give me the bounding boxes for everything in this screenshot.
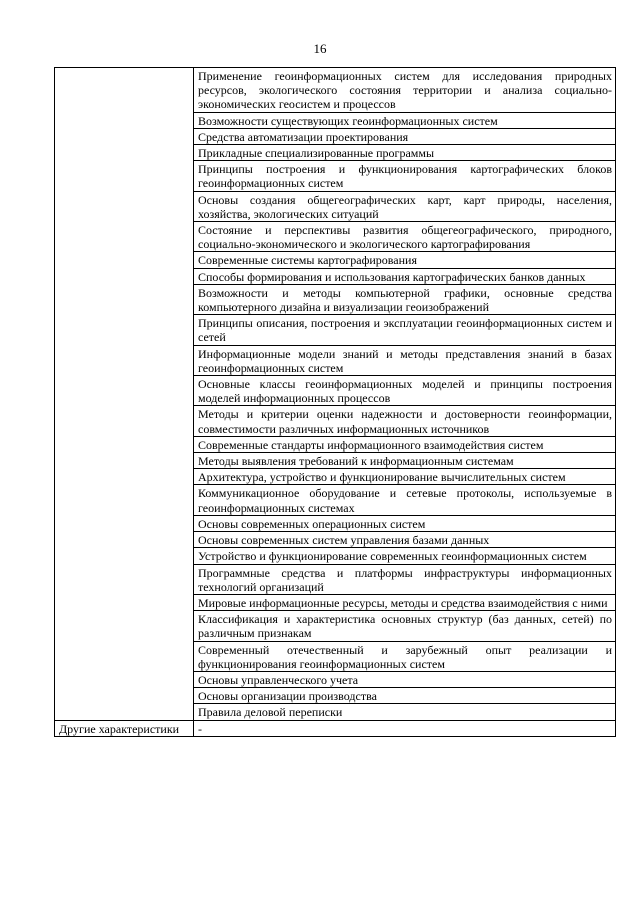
requirement-cell: Коммуникационное оборудование и сетевые протоколы, используемые в геоинформационных системах [194,485,616,515]
other-characteristics-label: Другие характеристики [55,720,194,736]
requirement-cell: Мировые информационные ресурсы, методы и средства взаимодействия с ними [194,594,616,610]
page-number: 16 [313,41,327,56]
requirement-cell: Программные средства и платформы инфраструктуры информационных технологий организаций [194,564,616,594]
requirement-cell: Основы управленческого учета [194,671,616,687]
requirement-cell: Методы и критерии оценки надежности и достоверности геоинформации, совместимости различных информационных источников [194,406,616,436]
requirement-cell: Принципы описания, построения и эксплуатации геоинформационных систем и сетей [194,315,616,345]
requirement-cell: Прикладные специализированные программы [194,145,616,161]
requirement-cell: Возможности существующих геоинформационных систем [194,112,616,128]
requirement-cell: Основы организации производства [194,688,616,704]
requirement-cell: Устройство и функционирование современных геоинформационных систем [194,548,616,564]
table-row [55,68,616,113]
requirement-cell: Применение геоинформационных систем для исследования природных ресурсов, экологического состояния территории и анализа социально-экономических геосистем и процессов [194,68,616,113]
requirement-cell: Возможности и методы компьютерной графики, основные средства компьютерного дизайна и визуализации геоизображений [194,284,616,314]
requirements-table [54,67,616,737]
requirement-cell: Правила деловой переписки [194,704,616,720]
table-row-other [55,720,616,736]
requirement-cell: Информационные модели знаний и методы представления знаний в базах геоинформационных систем [194,345,616,375]
requirement-cell: Основные классы геоинформационных моделей и принципы построения моделей информационных процессов [194,376,616,406]
requirement-cell: Принципы построения и функционирования картографических блоков геоинформационных систем [194,161,616,191]
requirement-cell: Современный отечественный и зарубежный опыт реализации и функционирования геоинформационных систем [194,641,616,671]
requirement-cell: Средства автоматизации проектирования [194,128,616,144]
requirement-cell: Современные стандарты информационного взаимодействия систем [194,436,616,452]
requirement-cell: Архитектура, устройство и функционирование вычислительных систем [194,469,616,485]
requirement-cell: Методы выявления требований к информационным системам [194,453,616,469]
requirement-cell: Классификация и характеристика основных структур (баз данных, сетей) по различным признакам [194,611,616,641]
requirement-cell: Способы формирования и использования картографических банков данных [194,268,616,284]
requirement-cell: Основы создания общегеографических карт, карт природы, населения, хозяйства, экологических ситуаций [194,191,616,221]
requirement-cell: Основы современных операционных систем [194,515,616,531]
other-characteristics-value: - [194,720,616,736]
requirements-table-body [55,68,616,737]
requirement-cell: Состояние и перспективы развития общегеографического, природного, социально-экономического и экологического картографирования [194,222,616,252]
requirement-cell: Современные системы картографирования [194,252,616,268]
requirement-cell: Основы современных систем управления базами данных [194,532,616,548]
empty-label-cell [55,68,194,721]
